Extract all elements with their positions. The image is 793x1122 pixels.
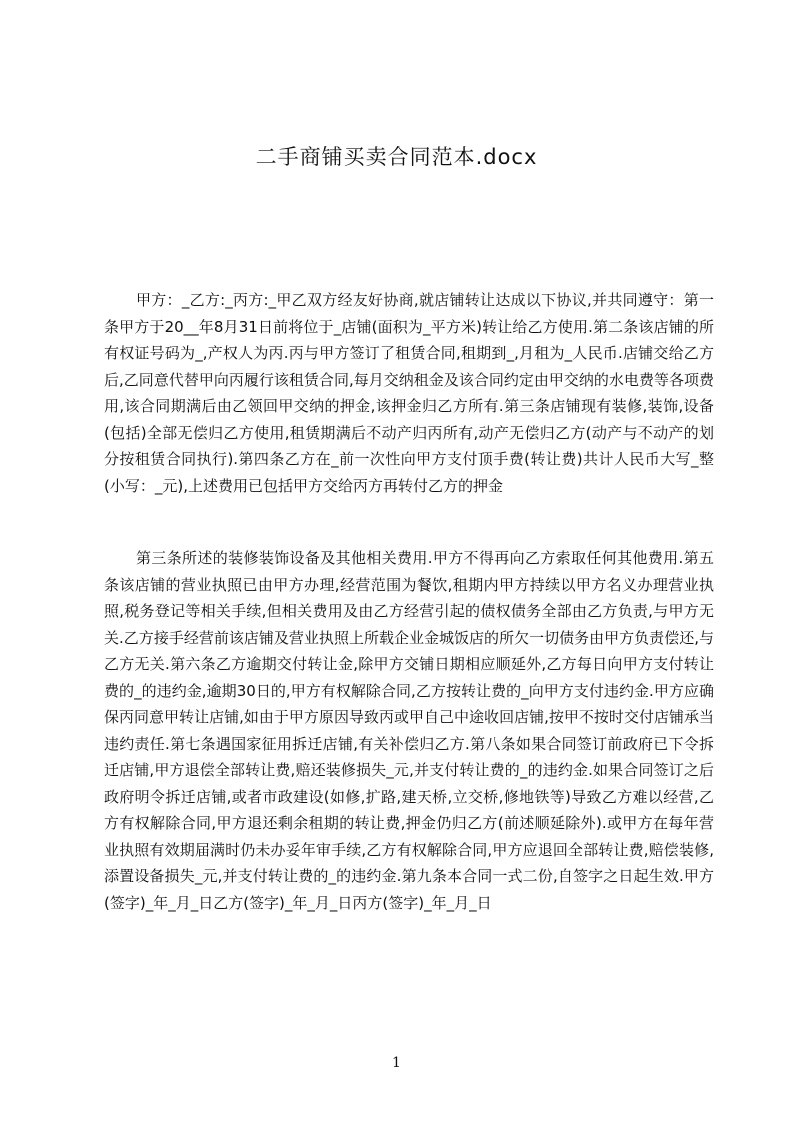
paragraph-1: 甲方：_乙方:_丙方:_甲乙双方经友好协商,就店铺转让达成以下协议,并共同遵守：第一条甲方于20__年8月31日前将位于_店铺(面积为_平方米)转让给乙方使用.第二条该店铺的所有权证号码为_,产权人为丙.丙与甲方签订了租赁合同,租期到_,月租为_人民币.店铺交给乙方后,乙同意代替甲向丙履行该租赁合同,每月交纳租金及该合同约定由甲交纳的水电费等各项费用,该合同期满后由乙领回甲交纳的押金,该押金归乙方所有.第三条店铺现有装修,装饰,设备(包括)全部无偿归乙方使用,租赁期满后不动产归丙所有,动产无偿归乙方(动产与不动产的划分按租赁合同执行).第四条乙方在_前一次性向甲方支付顶手费(转让费)共计人民币大写_整(小写：_元),上述费用已包括甲方交给丙方再转付乙方的押金 [104, 291, 714, 495]
document-title: 二手商铺买卖合同范本.docx [255, 145, 538, 169]
page-number: 1 [392, 1055, 401, 1071]
paragraph-2: 第三条所述的装修装饰设备及其他相关费用.甲方不得再向乙方索取任何其他费用.第五条该店铺的营业执照已由甲方办理,经营范围为餐饮,租期内甲方持续以甲方名义办理营业执照,税务登记等相关手续,但相关费用及由乙方经营引起的债权债务全部由乙方负责,与甲方无关.乙方接手经营前该店铺及营业执照上所载企业金城饭店的所欠一切债务由甲方负责偿还,与乙方无关.第六条乙方逾期交付转让金,除甲方交铺日期相应顺延外,乙方每日向甲方支付转让费的_的违约金,逾期30日的,甲方有权解除合同,乙方按转让费的_向甲方支付违约金.甲方应确保丙同意甲转让店铺,如由于甲方原因导致丙或甲自己中途收回店铺,按甲不按时交付店铺承当违约责任.第七条遇国家征用拆迁店铺,有关补偿归乙方.第八条如果合同签订前政府已下令拆迁店铺,甲方退偿全部转让费,赔还装修损失_元,并支付转让费的_的违约金.如果合同签订之后政府明令拆迁店铺,或者市政建设(如修,扩路,建天桥,立交桥,修地铁等)导致乙方难以经营,乙方有权解除合同,甲方退还剩余租期的转让费,押金仍归乙方(前述顺延除外).或甲方在每年营业执照有效期届满时仍未办妥年审手续,乙方有权解除合同,甲方应退回全部转让费,赔偿装修,添置设备损失_元,并支付转让费的_的违约金.第九条本合同一式二份,自签字之日起生效.甲方(签字)_年_月_日乙方(签字)_年_月_日丙方(签字)_年_月_日 [104, 549, 714, 912]
